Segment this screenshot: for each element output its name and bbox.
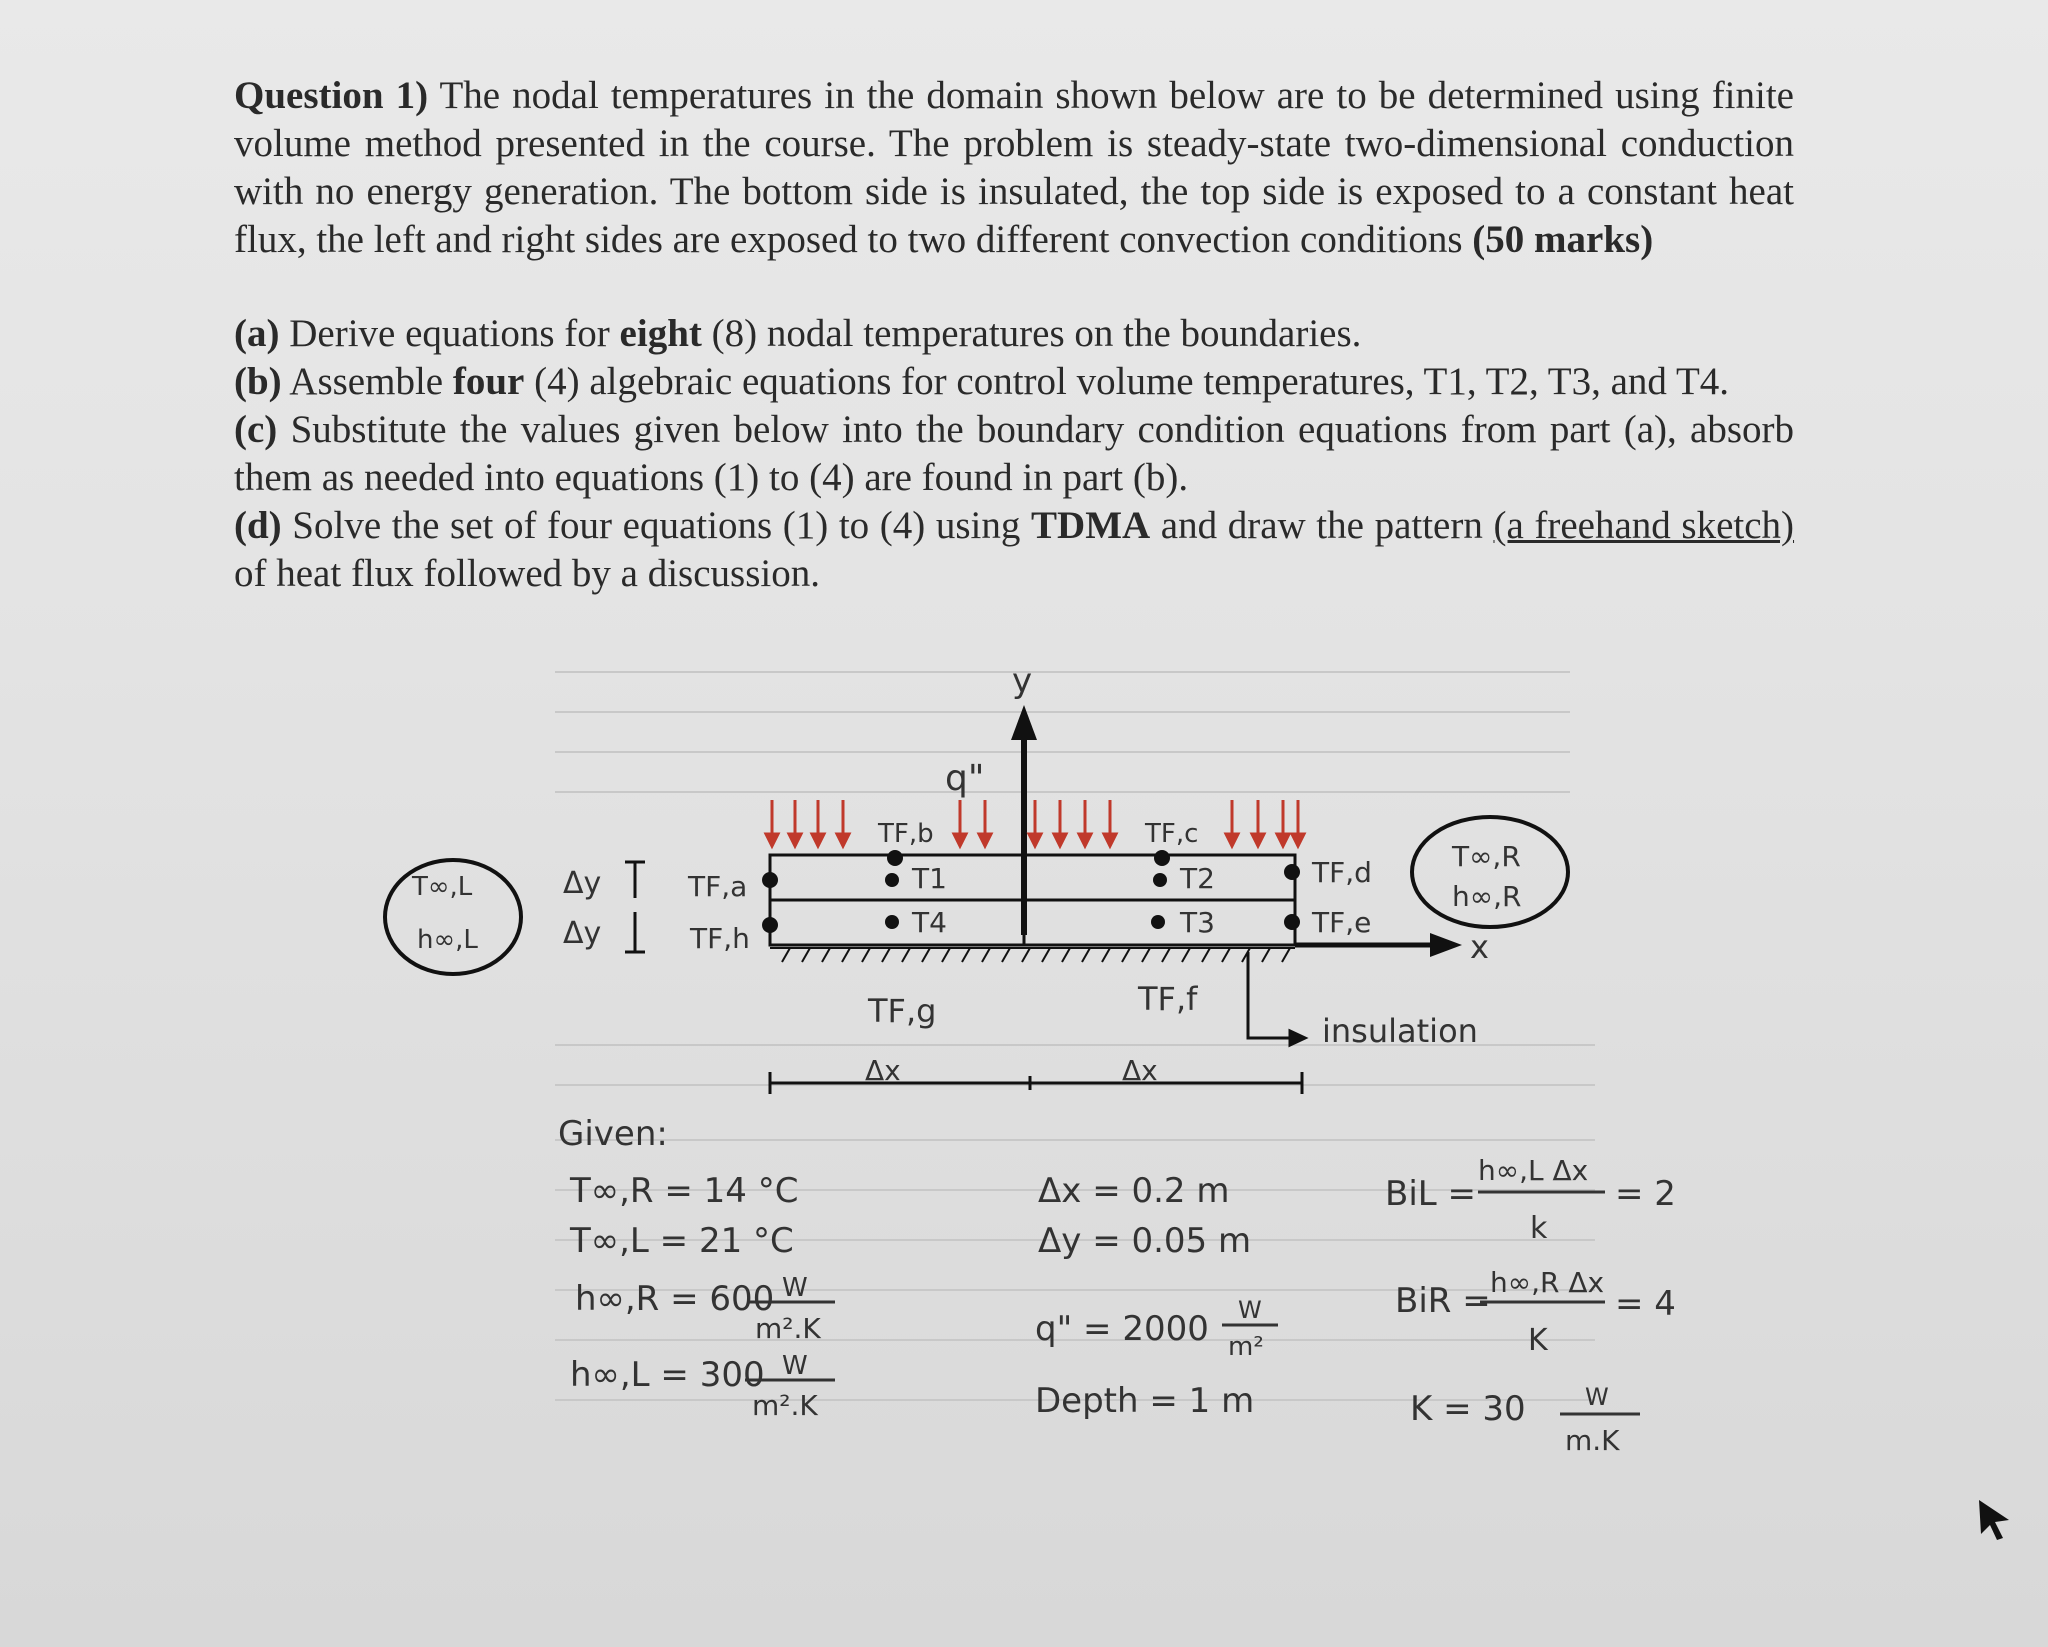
given-q-flux: q" = 2000 bbox=[1035, 1309, 1209, 1349]
dy-label-top: Δy bbox=[563, 866, 602, 901]
node-t1-label: T1 bbox=[912, 862, 947, 895]
k-unit-den: m.K bbox=[1565, 1424, 1620, 1457]
given-dx: Δx = 0.2 m bbox=[1038, 1171, 1230, 1211]
mouse-cursor-icon bbox=[1975, 1498, 2015, 1542]
given-title: Given: bbox=[558, 1114, 668, 1154]
given-h-inf-l: h∞,L = 300 bbox=[570, 1355, 765, 1395]
bi-l-den: k bbox=[1530, 1211, 1548, 1246]
node-tfa-label: TF,a bbox=[688, 870, 748, 903]
node-t3-label: T3 bbox=[1180, 906, 1215, 939]
x-axis-label: x bbox=[1470, 928, 1489, 966]
insulation-callout bbox=[1248, 952, 1305, 1045]
node-t2-label: T2 bbox=[1180, 862, 1215, 895]
dx-label-left: Δx bbox=[865, 1054, 901, 1087]
node-tfd-label: TF,d bbox=[1312, 856, 1372, 889]
given-t-inf-l: T∞,L = 21 °C bbox=[570, 1221, 794, 1261]
part-d-post: of heat flux followed by a discussion. bbox=[234, 552, 820, 595]
question-intro-text: The nodal temperatures in the domain shown below are to be determined using finite volume method presented in the course. The problem is steady-state two-dimensional conduction with no energy generation. The bottom side is insulated, the top side is exposed to a constant heat flux, the left and right sides are exposed to two different convection conditions bbox=[234, 74, 1794, 261]
part-b-pre: Assemble bbox=[289, 360, 444, 403]
given-depth: Depth = 1 m bbox=[1035, 1381, 1255, 1421]
left-t-inf-label: T∞,L bbox=[412, 872, 473, 902]
dx-dimension bbox=[770, 1072, 1302, 1094]
heat-flux-label: q" bbox=[945, 758, 985, 799]
insulation-label: insulation bbox=[1322, 1012, 1478, 1050]
part-a-label: (a) bbox=[234, 312, 280, 355]
h-r-unit-num: W bbox=[782, 1273, 808, 1303]
node-markers bbox=[762, 850, 1300, 933]
bi-r-num: h∞,R Δx bbox=[1490, 1266, 1605, 1299]
node-tff-label: TF,f bbox=[1138, 980, 1198, 1018]
insulation-hatch bbox=[770, 948, 1295, 962]
domain-grid bbox=[770, 855, 1295, 945]
part-d-pre: Solve the set of four equations (1) to (4) using bbox=[292, 504, 1021, 547]
part-d-label: (d) bbox=[234, 504, 282, 547]
dx-label-right: Δx bbox=[1122, 1054, 1158, 1087]
given-h-inf-r: h∞,R = 600 bbox=[575, 1279, 775, 1319]
node-tfc-label: TF,c bbox=[1145, 819, 1199, 849]
given-t-inf-r: T∞,R = 14 °C bbox=[570, 1171, 799, 1211]
node-tfe-label: TF,e bbox=[1312, 906, 1372, 939]
given-values bbox=[558, 1114, 1676, 1457]
part-a-pre: Derive equations for bbox=[289, 312, 610, 355]
part-b-label: (b) bbox=[234, 360, 282, 403]
part-a-post: (8) nodal temperatures on the boundaries. bbox=[711, 312, 1362, 355]
right-h-inf-label: h∞,R bbox=[1452, 880, 1522, 913]
part-c-label: (c) bbox=[234, 408, 278, 451]
h-l-unit-num: W bbox=[782, 1351, 808, 1381]
part-d-underlined: (a freehand sketch) bbox=[1493, 504, 1795, 547]
part-a-bold: eight bbox=[619, 312, 702, 355]
part-d-mid: and draw the pattern bbox=[1160, 504, 1483, 547]
q-unit-num: W bbox=[1238, 1296, 1262, 1324]
node-tfg-label: TF,g bbox=[868, 992, 937, 1030]
part-b-post: (4) algebraic equations for control volume temperatures, T1, T2, T3, and T4. bbox=[534, 360, 1730, 403]
bi-r-lhs: BiR = bbox=[1395, 1281, 1491, 1321]
k-unit-num: W bbox=[1585, 1383, 1609, 1411]
node-tfh-label: TF,h bbox=[690, 922, 750, 955]
q-unit-den: m² bbox=[1228, 1332, 1264, 1362]
question-label: Question 1) bbox=[234, 74, 429, 117]
part-d-bold: TDMA bbox=[1031, 504, 1151, 547]
bi-l-num: h∞,L Δx bbox=[1478, 1154, 1589, 1187]
right-t-inf-label: T∞,R bbox=[1452, 840, 1521, 873]
bi-l-val: = 2 bbox=[1615, 1174, 1676, 1214]
dy-label-bottom: Δy bbox=[563, 916, 602, 951]
bi-r-val: = 4 bbox=[1615, 1284, 1676, 1324]
heat-flux-arrows bbox=[766, 800, 1304, 846]
given-k: K = 30 bbox=[1410, 1389, 1526, 1429]
h-l-unit-den: m².K bbox=[752, 1389, 818, 1422]
part-b-bold: four bbox=[452, 360, 525, 403]
y-axis-label: y bbox=[1012, 661, 1033, 701]
node-tfb-label: TF,b bbox=[878, 819, 934, 849]
bi-l-lhs: BiL = bbox=[1385, 1174, 1477, 1214]
node-t4-label: T4 bbox=[912, 906, 947, 939]
question-marks: (50 marks) bbox=[1472, 218, 1654, 261]
part-c-text: Substitute the values given below into the boundary condition equations from part (a), absorb them as needed into equations (1) to (4) are found in part (b). bbox=[234, 408, 1795, 499]
bi-r-den: K bbox=[1528, 1323, 1548, 1358]
given-dy: Δy = 0.05 m bbox=[1038, 1221, 1252, 1261]
left-h-inf-label: h∞,L bbox=[417, 925, 478, 955]
h-r-unit-den: m².K bbox=[755, 1312, 821, 1345]
dy-brackets bbox=[625, 862, 645, 952]
